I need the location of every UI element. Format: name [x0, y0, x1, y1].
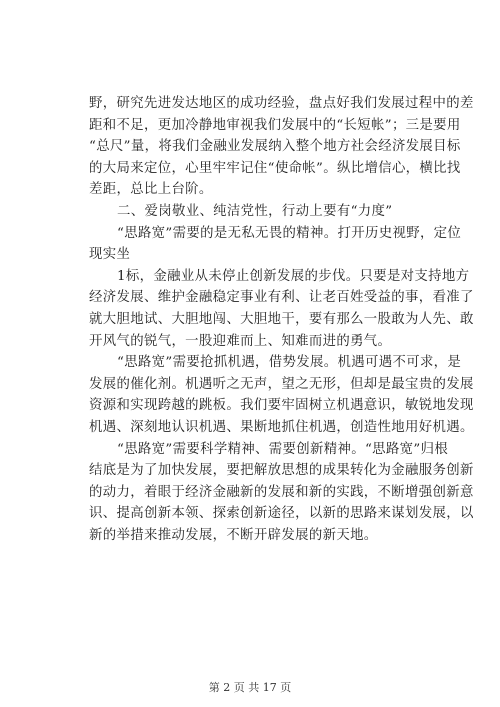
text-line: 现实坐 [89, 247, 131, 263]
text-line: 识、提高创新本领、探索创新途径，以新的思路来谋划发展，以 [89, 506, 474, 522]
page-number-footer: 第 2 页 共 17 页 [208, 681, 292, 694]
text-line: “总尺”量，将我们金融业发展纳入整个地方社会经济发展目标 [89, 139, 461, 155]
text-line: 的动力，着眼于经济金融新的发展和新的实践，不断增强创新意 [89, 484, 474, 500]
text-line: 结底是为了加快发展，要把解放思想的成果转化为金融服务创新 [89, 463, 474, 479]
document-body [89, 93, 474, 546]
section-heading: 二、爱岗敬业、纯洁党性，行动上要有“力度” [117, 203, 393, 219]
text-line: 野，研究先进发达地区的成功经验，盘点好我们发展过程中的差 [89, 96, 474, 111]
text-line: 1标，金融业从未停止创新发展的步伐。只要是对支持地方 [117, 268, 470, 284]
text-line: 就大胆地试、大胆地闯、大胆地干，要有那么一股敢为人先、敢 [89, 311, 474, 327]
text-line: 机遇、深刻地认识机遇、果断地抓住机遇，创造性地用好机遇。 [89, 419, 474, 435]
text-line: 的大局来定位，心里牢牢记住“使命帐”。纵比增信心，横比找 [89, 160, 461, 176]
text-line: 发展的催化剂。机遇听之无声，望之无形，但却是最宝贵的发展 [89, 376, 474, 392]
text-line: “思路宽”需要的是无私无畏的精神。打开历史视野，定位 [117, 225, 462, 241]
text-line: 新的举措来推动发展，不断开辟发展的新天地。 [89, 527, 378, 543]
text-line: “思路宽”需要抢抓机遇，借势发展。机遇可遇不可求，是 [117, 355, 462, 371]
text-line: “思路宽”需要科学精神、需要创新精神。“思路宽”归根 [117, 441, 449, 457]
text-line: 开风气的锐气，一股迎难而上、知难而进的勇气。 [89, 333, 392, 349]
text-line: 差距，总比上台阶。 [89, 182, 213, 198]
text-line: 资源和实现跨越的跳板。我们要牢固树立机遇意识，敏锐地发现 [89, 398, 474, 414]
text-line: 距和不足，更加冷静地审视我们发展中的“长短帐”；三是要用 [89, 117, 461, 133]
text-line: 经济发展、维护金融稳定事业有利、让老百姓受益的事，看准了 [89, 290, 474, 306]
